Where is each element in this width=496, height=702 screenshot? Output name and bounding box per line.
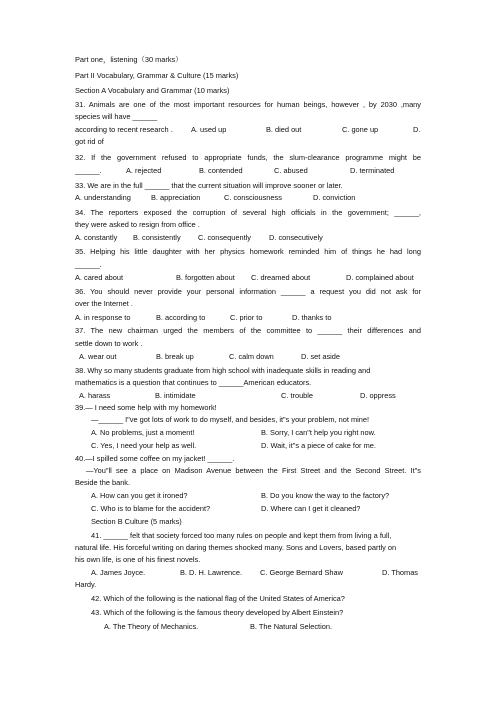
q41-option-d: D. Thomas bbox=[382, 568, 419, 577]
q36-option-a: A. in response to bbox=[75, 313, 131, 322]
q39-option-a: A. No problems, just a moment! bbox=[91, 428, 195, 437]
q31-stem-3: according to recent research . bbox=[75, 125, 173, 134]
q33-option-a: A. understanding bbox=[75, 193, 131, 202]
q31-option-d: D. bbox=[413, 125, 421, 134]
q41-option-c: C. George Bernard Shaw bbox=[260, 568, 343, 577]
part-one-heading: Part one，listening（30 marks） bbox=[75, 55, 183, 64]
q31-option-a: A. used up bbox=[191, 125, 227, 134]
q39-option-c: C. Yes, I need your help as well. bbox=[91, 441, 197, 450]
q35-option-b: B. forgotten about bbox=[176, 273, 235, 282]
q41-option-d-text: Hardy. bbox=[75, 580, 97, 589]
q32-option-b: B. contended bbox=[199, 166, 243, 175]
q41-stem: 41. ______ felt that society forced too many rules on people and kept them from living a full, bbox=[91, 531, 392, 540]
q40-option-d: D. Where can I get it cleaned? bbox=[261, 504, 361, 513]
q40-option-a: A. How can you get it ironed? bbox=[91, 491, 188, 500]
section-a-heading: Section A Vocabulary and Grammar (10 marks) bbox=[75, 86, 230, 95]
q39-stem: 39.— I need some help with my homework! bbox=[75, 403, 217, 412]
q32-option-a: A. rejected bbox=[126, 166, 162, 175]
q32-blank: ______. bbox=[75, 166, 102, 175]
q37-option-b: B. break up bbox=[156, 352, 194, 361]
q38-stem: 38. Why so many students graduate from high school with inadequate skills in reading and bbox=[75, 366, 371, 375]
q38-option-d: D. oppress bbox=[360, 391, 396, 400]
q33-option-d: D. conviction bbox=[313, 193, 356, 202]
q36-option-b: B. according to bbox=[156, 313, 206, 322]
q35-option-d: D. complained about bbox=[346, 273, 414, 282]
q32-option-c: C. abused bbox=[274, 166, 308, 175]
q35-option-a: A. cared about bbox=[75, 273, 124, 282]
q34-option-d: D. consecutively bbox=[269, 233, 323, 242]
q35-option-c: C. dreamed about bbox=[251, 273, 311, 282]
q34-stem-2: they were asked to resign from office . bbox=[75, 220, 200, 229]
q33-stem: 33. We are in the full ______ that the current situation will improve sooner or later. bbox=[75, 181, 343, 190]
q35-stem: 35. Helping his little daughter with her physics homework reminded him of things he had long bbox=[75, 247, 421, 256]
q34-option-b: B. consistently bbox=[133, 233, 181, 242]
q32-option-d: D. terminated bbox=[350, 166, 395, 175]
q41-stem-3: his own life, is one of his finest novels. bbox=[75, 555, 201, 564]
q32-stem: 32. If the government refused to appropriate funds, the slum-clearance programme might be bbox=[75, 153, 421, 162]
section-b-heading: Section B Culture (5 marks) bbox=[91, 517, 182, 526]
q31-option-d-text: got rid of bbox=[75, 137, 104, 146]
q36-stem-2: over the Internet . bbox=[75, 299, 133, 308]
q37-stem: 37. The new chairman urged the members of the committee to ______ their differences and bbox=[75, 326, 421, 335]
q41-stem-2: natural life. His forceful writing on daring themes shocked many. Sons and Lovers, based partly on bbox=[75, 543, 397, 552]
q38-stem-2: mathematics is a question that continues to ______American educators. bbox=[75, 378, 312, 387]
q33-option-b: B. appreciation bbox=[151, 193, 201, 202]
q31-stem-2: species will have ______ bbox=[75, 112, 158, 121]
q39-stem-2: —______ I"ve got lots of work to do myself, and besides, it"s your problem, not mine! bbox=[91, 415, 370, 424]
q34-option-a: A. constantly bbox=[75, 233, 118, 242]
q41-option-b: B. D. H. Lawrence. bbox=[180, 568, 243, 577]
q37-option-c: C. calm down bbox=[229, 352, 274, 361]
q37-option-d: D. set aside bbox=[301, 352, 341, 361]
q36-option-c: C. prior to bbox=[230, 313, 263, 322]
q39-option-b: B. Sorry, I can"t help you right now. bbox=[261, 428, 376, 437]
q35-blank: ______. bbox=[75, 260, 102, 269]
q31-option-b: B. died out bbox=[266, 125, 302, 134]
q36-stem: 36. You should never provide your personal information ______ a request you did not ask for bbox=[75, 287, 421, 296]
q40-option-c: C. Who is to blame for the accident? bbox=[91, 504, 211, 513]
q38-option-b: B. intimidate bbox=[155, 391, 196, 400]
q40-stem: 40.—I spilled some coffee on my jacket! ______. bbox=[75, 454, 235, 463]
q34-stem: 34. The reporters exposed the corruption of several high officials in the government; ______, bbox=[75, 208, 421, 217]
q41-option-a: A. James Joyce. bbox=[91, 568, 146, 577]
q40-stem-2: —You"ll see a place on Madison Avenue between the First Street and the Second Street. It"s bbox=[86, 466, 421, 475]
q40-stem-3: Beside the bank. bbox=[75, 478, 131, 487]
q34-option-c: C. consequently bbox=[198, 233, 251, 242]
q33-option-c: C. consciousness bbox=[224, 193, 282, 202]
q37-option-a: A. wear out bbox=[79, 352, 117, 361]
q40-option-b: B. Do you know the way to the factory? bbox=[261, 491, 390, 500]
q36-option-d: D. thanks to bbox=[292, 313, 332, 322]
part-two-heading: Part II Vocabulary, Grammar & Culture (15 marks) bbox=[75, 71, 239, 80]
q43-stem: 43. Which of the following is the famous theory developed by Albert Einstein? bbox=[91, 608, 344, 617]
q38-option-c: C. trouble bbox=[281, 391, 314, 400]
q31-option-c: C. gone up bbox=[342, 125, 379, 134]
q38-option-a: A. harass bbox=[79, 391, 111, 400]
q31-stem: 31. Animals are one of the most important resources for human beings, however , by 2030 ,many bbox=[75, 100, 421, 109]
q37-stem-2: settle down to work . bbox=[75, 339, 143, 348]
q43-option-b: B. The Natural Selection. bbox=[250, 622, 333, 631]
q42-stem: 42. Which of the following is the national flag of the United States of America? bbox=[91, 594, 345, 603]
q39-option-d: D. Wait, it"s a piece of cake for me. bbox=[261, 441, 376, 450]
q43-option-a: A. The Theory of Mechanics. bbox=[104, 622, 199, 631]
